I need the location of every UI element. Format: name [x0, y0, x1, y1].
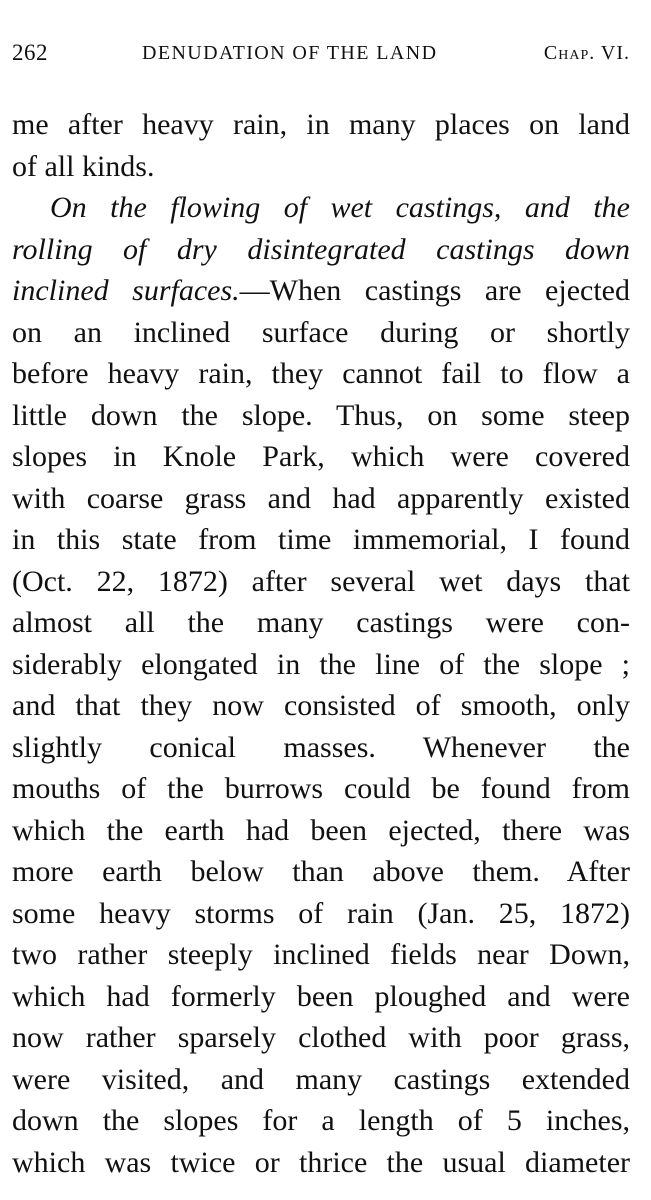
- text-line: some heavy storms of rain (Jan. 25, 1872): [12, 896, 630, 930]
- text-line: mouths of the burrows could be found from: [12, 772, 630, 805]
- text-line: with coarse grass and had apparently existed: [12, 481, 630, 515]
- text-line: before heavy rain, they cannot fail to flow a: [12, 357, 630, 390]
- running-title: DENUDATION OF THE LAND: [142, 42, 438, 64]
- chapter-reference: [544, 42, 630, 65]
- text-line: in this state from time immemorial, I found: [12, 523, 630, 556]
- text-fragment: —When castings are ejected: [239, 274, 630, 307]
- text-line: now rather sparsely clothed with poor grass,: [12, 1021, 630, 1054]
- text-line: of all kinds.: [12, 149, 155, 183]
- text-line: siderably elongated in the line of the slope ;: [12, 647, 630, 681]
- text-line: more earth below than above them. After: [12, 855, 630, 888]
- body-text: [12, 104, 630, 1183]
- chapter-label: Chap. VI.: [543, 42, 630, 64]
- text-line: slopes in Knole Park, which were covered: [12, 440, 630, 473]
- section-heading-line: On the flowing of wet castings, and the: [50, 191, 630, 224]
- section-heading-line: rolling of dry disintegrated castings down: [12, 232, 630, 266]
- text-line: which the earth had been ejected, there was: [12, 813, 630, 847]
- text-line: (Oct. 22, 1872) after several wet days that: [12, 564, 630, 598]
- text-line: two rather steeply inclined fields near Down,: [12, 938, 630, 971]
- page-number: 262: [12, 40, 48, 65]
- book-page: [12, 34, 630, 1183]
- text-line: were visited, and many castings extended: [12, 1062, 630, 1096]
- text-line: and that they now consisted of smooth, only: [12, 689, 630, 722]
- text-line: [12, 270, 630, 312]
- text-line: me after heavy rain, in many places on land: [12, 108, 630, 141]
- section-heading-fragment: inclined surfaces.: [12, 274, 240, 307]
- text-line: which had formerly been ploughed and were: [12, 979, 630, 1013]
- running-head: [12, 34, 630, 74]
- text-line: down the slopes for a length of 5 inches,: [12, 1104, 630, 1137]
- text-line: little down the slope. Thus, on some steep: [12, 398, 630, 432]
- text-line: slightly conical masses. Whenever the: [12, 730, 630, 764]
- text-line: which was twice or thrice the usual diameter: [12, 1145, 630, 1179]
- text-line: almost all the many castings were con-: [12, 606, 630, 639]
- text-line: on an inclined surface during or shortly: [12, 315, 630, 349]
